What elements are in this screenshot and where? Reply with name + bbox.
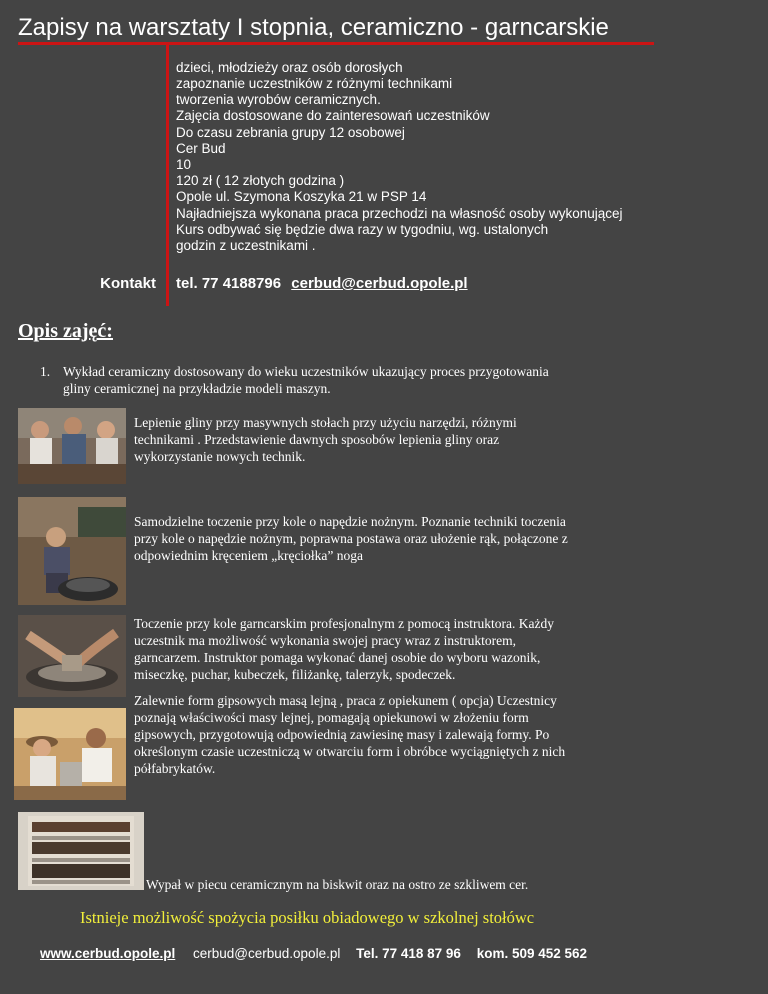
value-uwagi-3: godzin z uczestnikami . xyxy=(176,238,316,253)
item1-line1: Wykład ceramiczny dostosowany do wieku uczestników ukazujący proces przygotowania xyxy=(63,364,549,379)
value-termin: Do czasu zebrania grupy 12 osobowej xyxy=(176,125,405,140)
section-heading: Opis zajęć: xyxy=(18,320,113,342)
p2-line3: odpowiednim kręceniem „kręciołka” noga xyxy=(134,548,364,563)
value-cel-2: tworzenia wyrobów ceramicznych. xyxy=(176,92,381,107)
p1-line3: wykorzystanie nowych technik. xyxy=(134,449,306,464)
footer-mobile: kom. 509 452 562 xyxy=(476,946,588,961)
p4-line2: poznają właściwości masy lejnej, pomagają opiekunowi w złożeniu form xyxy=(134,710,529,725)
p3-line3: garncarzem. Instruktor pomaga wykonać danej osobie do wyboru wazonik, xyxy=(134,650,541,665)
list-number-1: 1. xyxy=(40,364,51,379)
info-divider xyxy=(166,44,169,306)
p3-line1: Toczenie przy kole garncarskim profesjonalnym z pomocą instruktora. Każdy xyxy=(134,616,555,631)
photo-kick-wheel xyxy=(18,497,126,605)
value-cel-1: zapoznanie uczestników z różnymi technikami xyxy=(176,76,453,91)
photo-clay-modeling xyxy=(18,408,126,484)
value-dla-kogo: dzieci, młodzieży oraz osób dorosłych xyxy=(176,60,403,75)
value-uwagi-1: Najładniejsza wykonana praca przechodzi na własność osoby wykonującej xyxy=(176,206,623,221)
value-godziny: 10 xyxy=(176,157,192,172)
footer-phone: Tel. 77 418 87 96 xyxy=(356,946,461,961)
footer xyxy=(40,946,587,961)
contact-line xyxy=(176,275,468,292)
p2-line1: Samodzielne toczenie przy kole o napędzie nożnym. Poznanie techniki toczenia xyxy=(134,514,566,529)
p3-line4: miseczkę, puchar, kubeczek, filiżankę, talerzyk, spodeczek. xyxy=(134,667,456,682)
value-odplatnosc: 120 zł ( 12 złotych godzina ) xyxy=(176,173,345,188)
photo-kiln xyxy=(18,812,144,890)
title-underline xyxy=(18,42,654,45)
footer-website-link[interactable]: www.cerbud.opole.pl xyxy=(40,946,176,961)
value-organizator: Cer Bud xyxy=(176,141,226,156)
p4-line4: określonym czasie uczestniczą w otwarciu form i obróbce wyciągniętych z nich xyxy=(134,744,566,759)
lunch-note: Istnieje możliwość spożycia posiłku obiadowego w szkolnej stołówc xyxy=(80,908,535,927)
p3-line2: uczestnik ma możliwość wykonania swojej pracy wraz z instruktorem, xyxy=(134,633,517,648)
value-cel-3: Zajęcia dostosowane do zainteresowań uczestników xyxy=(176,108,490,123)
p5-line1: Wypał w piecu ceramicznym na biskwit oraz na ostro ze szkliwem cer. xyxy=(146,877,529,892)
value-uwagi-2: Kurs odbywać się będzie dwa razy w tygodniu, wg. ustalonych xyxy=(176,222,549,237)
p4-line1: Zalewnie form gipsowych masą lejną , praca z opiekunem ( opcja) Uczestnicy xyxy=(134,693,557,708)
photo-potters-wheel xyxy=(18,615,126,697)
page-title: Zapisy na warsztaty I stopnia, ceramiczno - garncarskie xyxy=(18,14,609,41)
footer-email[interactable]: cerbud@cerbud.opole.pl xyxy=(193,946,341,961)
p4-line5: półfabrykatów. xyxy=(134,761,216,776)
value-miejsce: Opole ul. Szymona Koszyka 21 w PSP 14 xyxy=(176,189,427,204)
item1-line2: gliny ceramicznej na przykładzie modeli maszyn. xyxy=(63,381,331,396)
contact-phone: tel. 77 4188796 xyxy=(176,275,282,292)
photo-slip-casting xyxy=(14,708,126,800)
contact-email-link[interactable]: cerbud@cerbud.opole.pl xyxy=(291,275,468,292)
p1-line1: Lepienie gliny przy masywnych stołach przy użyciu narzędzi, różnymi xyxy=(134,415,517,430)
p1-line2: technikami . Przedstawienie dawnych sposobów lepienia gliny oraz xyxy=(134,432,500,447)
p4-line3: gipsowych, przygotowują odpowiednią zawiesinę masy i zalewają formy. Po xyxy=(134,727,550,742)
contact-label: Kontakt xyxy=(100,275,156,292)
p2-line2: przy kole o napędzie nożnym, poprawna postawa oraz ułożenie rąk, połączone z xyxy=(134,531,568,546)
